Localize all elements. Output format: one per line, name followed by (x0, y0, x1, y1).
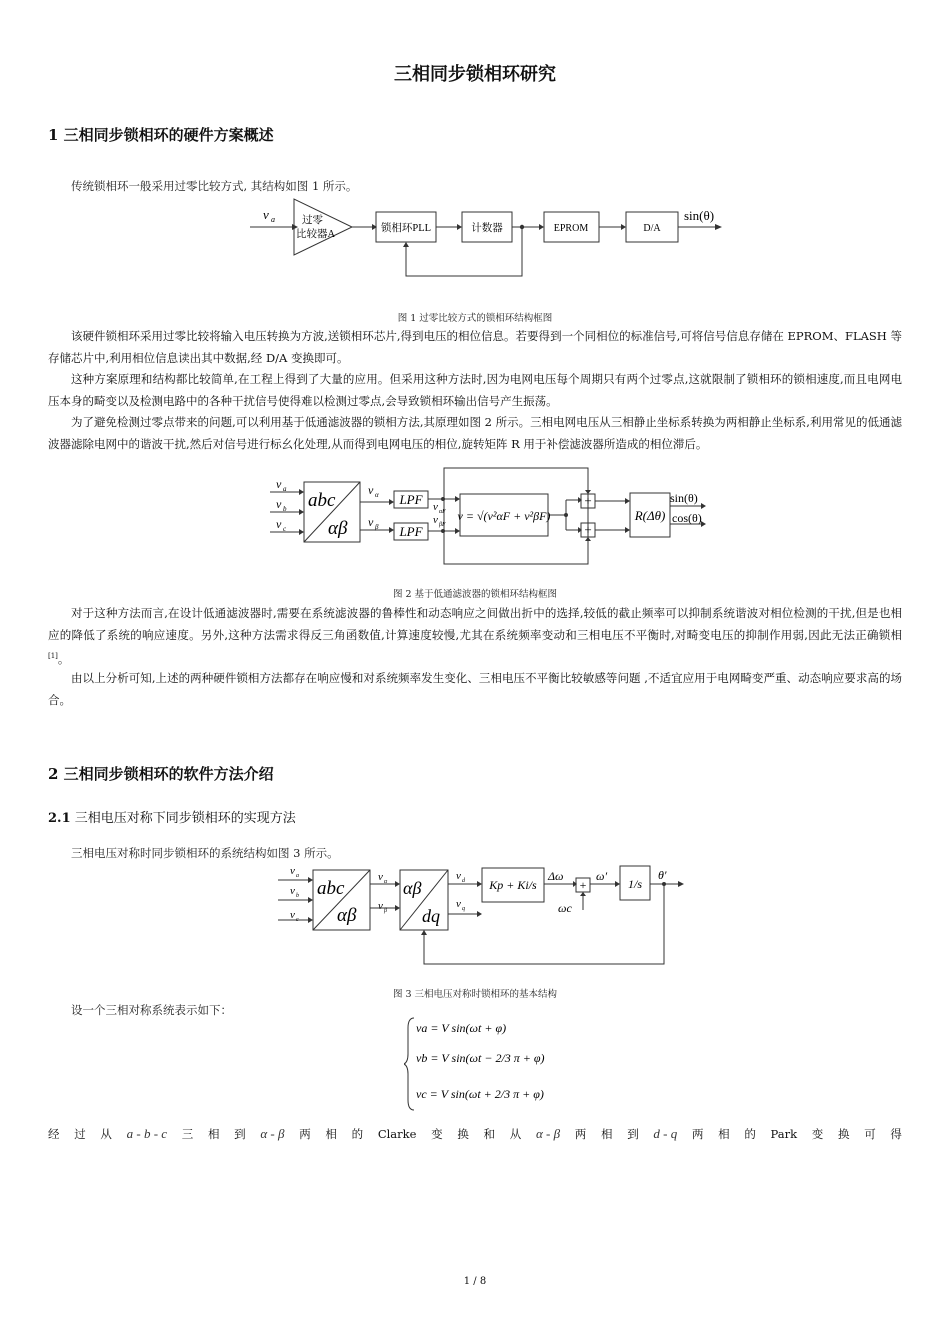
equation-intro: 设一个三相对称系统表示如下： (71, 1003, 232, 1017)
text-token: 相 (207, 1127, 220, 1141)
paragraph: 由以上分析可知,上述的两种硬件锁相方法都存在响应慢和对系统频率发生变化、三相电压不平衡比较敏感等问题 ,不适宜应用于电网畸变严重、动态响应要求高的场合。 (48, 671, 902, 707)
svg-text:v: v (290, 885, 295, 897)
svg-text:v: v (368, 483, 374, 497)
page-title: 三相同步锁相环研究 (394, 64, 556, 85)
fig1-comparator-label-2: 比较器A (296, 229, 336, 240)
fig3-dq-label: dq (422, 906, 440, 926)
svg-text:α: α (384, 879, 388, 885)
text-token: α - β (260, 1126, 285, 1141)
figure-1-caption: 图 1 过零比较方式的锁相环结构框图 (397, 313, 553, 324)
citation: [1] (48, 652, 58, 660)
equation-line: va = V sin(ωt + φ) (416, 1021, 507, 1035)
svg-text:v: v (378, 900, 383, 912)
fig1-comparator-label: 过零 (302, 215, 323, 226)
text-token: 从 (100, 1127, 112, 1141)
page-number: 1 / 8 (463, 1276, 487, 1287)
svg-text:β: β (384, 908, 387, 914)
svg-text:b: b (296, 893, 299, 899)
svg-text:v: v (276, 497, 282, 511)
svg-text:v: v (290, 865, 295, 877)
text-token: 相 (325, 1127, 337, 1141)
svg-text:v: v (433, 514, 438, 526)
section-2-intro: 三相电压对称时同步锁相环的系统结构如图 3 所示。 (71, 846, 339, 860)
text-token: α - β (535, 1126, 561, 1141)
fig2-sum-2: + (584, 522, 592, 537)
fig2-normalize-block: v = √(v²αF + v²βF) (457, 509, 551, 523)
fig2-output-sin: sin(θ) (670, 491, 698, 505)
section-2-heading: 2 三相同步锁相环的软件方法介绍 (48, 765, 274, 783)
text-token: 和 (483, 1127, 496, 1141)
text-token: a - b - c (126, 1126, 168, 1141)
fig3-alphabeta-label: αβ (337, 905, 357, 926)
figure-3-diagram (276, 862, 691, 968)
equation-system (404, 1014, 564, 1114)
text-token: 两 (299, 1127, 311, 1141)
fig3-abc-label: abc (317, 878, 345, 899)
svg-text:β: β (375, 523, 379, 531)
text-token: 经 (48, 1127, 60, 1141)
svg-text:c: c (296, 917, 299, 923)
fig3-theta-label: θ′ (658, 868, 667, 882)
fig1-counter-block: 计数器 (471, 223, 503, 234)
justified-text-line (48, 1126, 902, 1142)
svg-text:a: a (283, 485, 287, 493)
text-token: 相 (600, 1127, 613, 1141)
text-token: 的 (351, 1127, 364, 1141)
text-token: 从 (509, 1127, 522, 1141)
fig1-eprom-block: EPROM (553, 223, 589, 234)
figure-2-caption: 图 2 基于低通滤波器的锁相环结构框图 (392, 589, 558, 600)
svg-text:+: + (579, 878, 587, 892)
svg-text:α: α (375, 491, 379, 499)
equation-line: vc = V sin(ωt + 2/3 π + φ) (416, 1087, 544, 1101)
fig2-abc-label: abc (308, 490, 336, 511)
text-token: 过 (74, 1127, 86, 1141)
svg-text:αF: αF (439, 509, 446, 515)
svg-text:q: q (462, 906, 465, 912)
fig2-output-cos: cos(θ) (672, 511, 702, 525)
svg-text:v: v (276, 477, 282, 491)
equation-line: vb = V sin(ωt − 2/3 π + φ) (416, 1051, 545, 1065)
paragraph: 对于这种方法而言,在设计低通滤波器时,需要在系统滤波器的鲁棒性和动态响应之间做出折中的选择,较低的截止频率可以抑制系统谐波对相位检测的干扰,但是也相应的降低了系统的响应速度。另外,这种方法需求得反三角函数值,计算速度较慢,尤其在系统频率变动和三相电压不平衡时,对畸变电压的抑制作用弱,因此无法正确锁相[1]。 (48, 606, 902, 666)
text-token: d - q (653, 1126, 678, 1141)
svg-text:v: v (276, 517, 282, 531)
figure-2-diagram (268, 466, 713, 570)
figure-3-caption: 图 3 三相电压对称时锁相环的基本结构 (392, 989, 558, 1000)
svg-text:c: c (283, 525, 287, 533)
svg-text:βF: βF (439, 522, 446, 528)
fig1-input-label: v (263, 207, 269, 222)
text-token: 换 (457, 1127, 469, 1141)
text-token: 到 (234, 1127, 246, 1141)
fig3-pi-block: Kp + Ki/s (489, 878, 537, 892)
fig1-output-label: sin(θ) (684, 208, 715, 223)
paragraph: 该硬件锁相环采用过零比较将输入电压转换为方波,送锁相环芯片,得到电压的相位信息。若要得到一个同相位的标准信号,可将信号信息存储在 EPROM、FLASH 等存储芯片中,利用相位信息读出其中数据,经 D/A 变换即可。 (48, 329, 902, 365)
svg-text:b: b (283, 505, 287, 513)
fig1-pll-block: 锁相环PLL (380, 223, 432, 234)
svg-text:ω′: ω′ (596, 869, 608, 883)
fig2-sum-1: + (584, 493, 592, 508)
svg-text:v: v (368, 515, 374, 529)
section-1-intro: 传统锁相环一般采用过零比较方式, 其结构如图 1 所示。 (71, 179, 358, 193)
text-token: 两 (691, 1127, 704, 1141)
fig2-alphabeta-label: αβ (328, 518, 348, 539)
text-token: 变 (431, 1127, 443, 1141)
text-token: 得 (890, 1127, 902, 1141)
subsection-heading: 2.1 三相电压对称下同步锁相环的实现方法 (48, 811, 296, 826)
fig3-alphabeta-label-2: αβ (403, 878, 422, 898)
fig2-lpf-2: LPF (399, 524, 423, 539)
svg-text:v: v (456, 898, 461, 910)
fig3-integrator-block: 1/s (627, 877, 643, 891)
fig3-error-label: Δω (548, 869, 564, 883)
section-1-heading: 1 三相同步锁相环的硬件方案概述 (48, 126, 274, 144)
text-token: Clarke (377, 1127, 417, 1141)
fig3-wc-label: ωc (558, 901, 572, 915)
svg-text:d: d (462, 878, 465, 884)
svg-text:v: v (456, 870, 461, 882)
svg-text:a: a (296, 873, 299, 879)
fig1-da-block: D/A (643, 223, 661, 234)
text-token: 两 (574, 1127, 587, 1141)
svg-text:v: v (378, 871, 383, 883)
paragraph: 这种方案原理和结构都比较简单,在工程上得到了大量的应用。但采用这种方法时,因为电网电压每个周期只有两个过零点,这就限制了锁相环的锁相速度,而且电网电压本身的畸变以及检测电路中的各种干扰信号使得难以检测过零点,会导致锁相环输出信号产生振荡。 (48, 372, 902, 408)
figure-1-diagram (248, 196, 728, 286)
fig2-rotation-block: R(Δθ) (634, 508, 666, 523)
text-token: 的 (744, 1127, 756, 1141)
fig2-lpf-1: LPF (399, 492, 423, 507)
text-token: Park (770, 1127, 798, 1141)
text-token: 到 (627, 1127, 639, 1141)
svg-text:v: v (290, 909, 295, 921)
paragraph: 为了避免检测过零点带来的问题,可以利用基于低通滤波器的锁相方法,其原理如图 2 所示。三相电网电压从三相静止坐标系转换为两相静止坐标系,利用常见的低通滤波器滤除电网中的谐波干扰,然后对信号进行标幺化处理,从而得到电网电压的相位,旋转矩阵 R 用于补偿滤波器所造成的相位滞后。 (48, 415, 902, 451)
svg-text:v: v (433, 501, 438, 513)
text-token: 可 (864, 1127, 876, 1141)
text-token: 换 (838, 1127, 850, 1141)
text-token: 三 (181, 1127, 194, 1141)
text-token: 相 (718, 1127, 730, 1141)
fig1-input-sub: a (271, 215, 275, 224)
text-token: 变 (811, 1127, 824, 1141)
